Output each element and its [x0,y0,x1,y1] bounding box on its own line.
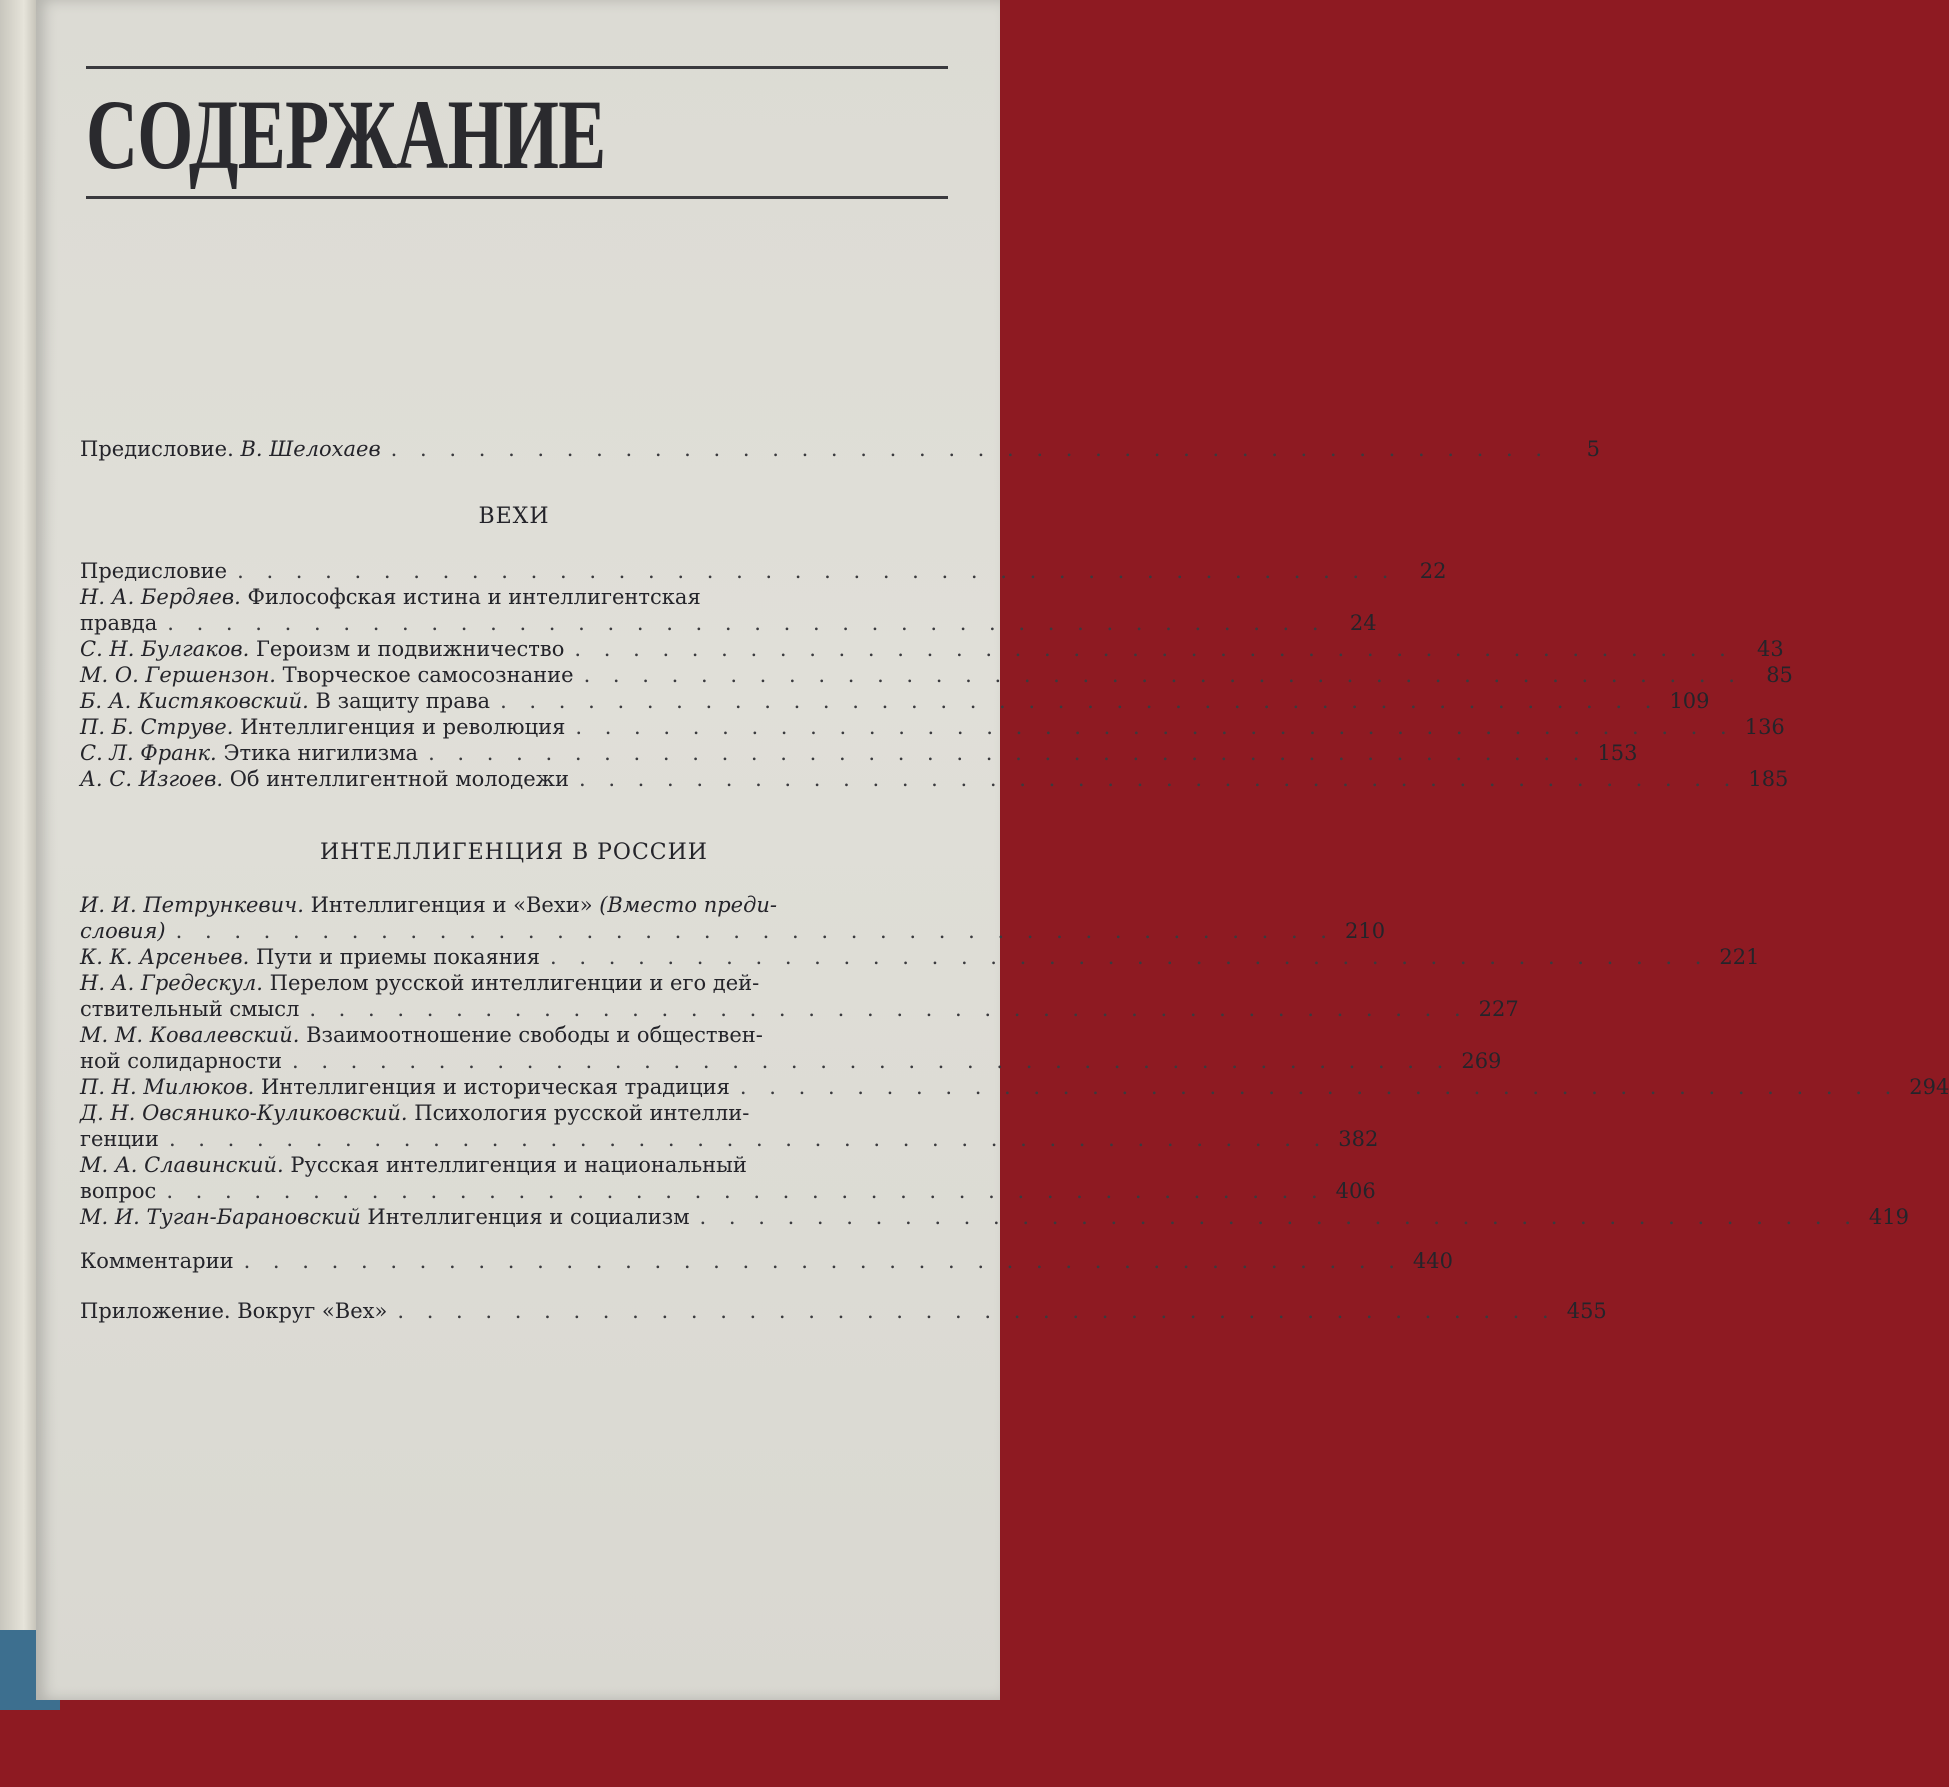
entry-title: Интеллигенция и революция [240,715,566,739]
entry-page: 24 [1349,611,1377,635]
entry-title-continued: генции [80,1127,159,1151]
entry-author: Н. А. Гредескул. [80,971,263,995]
toc-entry [80,558,1447,584]
entry-author: М. М. Ковалевский. [80,1023,300,1047]
leader-dots: . . . . . . . . . . . . . . . . . . . . . . . . . . . . . . . . . . . . . . . . [168,1127,1329,1151]
entry-page: 109 [1669,689,1710,713]
toc-commentary [80,1248,1454,1274]
entry-page: 153 [1597,741,1638,765]
toc-entry [80,1298,1607,1324]
section-heading-intelligentsia: ИНТЕЛЛИГЕНЦИЯ В РОССИИ [320,840,708,865]
entry-author: М. А. Славинский. [80,1153,284,1177]
entry-title: Этика нигилизма [223,741,419,765]
toc-entry [80,1074,1949,1100]
toc-section-intelligentsia [80,892,1949,1230]
toc-section-vekhi [80,558,1793,792]
entry-title: Об интеллигентной молодежи [229,767,569,791]
entry-title: Интеллигенция и социализм [367,1205,690,1229]
entry-title: В защиту права [315,689,491,713]
toc-entry-continued [80,1048,1502,1074]
toc-entry [80,1022,948,1048]
leader-dots: . . . . . . . . . . . . . . . . . . . . . . . . . . . . . . . . . . . . . . . . [500,689,1660,713]
entry-title: Взаимоотношение свободы и обществен- [306,1023,763,1047]
toc-entry [80,892,948,918]
entry-page: 210 [1344,919,1386,943]
toc-entry [80,740,1638,766]
entry-author: Д. Н. Овсянико-Куликовский. [80,1101,408,1125]
entry-page: 221 [1719,945,1760,969]
title-rule-top [86,66,948,69]
toc-entry [80,636,1784,662]
entry-page: 85 [1766,663,1793,687]
leader-dots: . . . . . . . . . . . . . . . . . . . . . . . . . . . . . . . . . . . . . . . . [243,1249,1403,1273]
leader-dots: . . . . . . . . . . . . . . . . . . . . . . . . . . . . . . . . . . . . . . . . [167,611,1327,635]
entry-title: Героизм и подвижничество [255,637,565,661]
entry-title-continued: ной солидарности [80,1049,282,1073]
leader-dots: . . . . . . . . . . . . . . . . . . . . . . . . . . . . . . . . . . . . . . . . [575,715,1735,739]
entry-label: Предисловие. [80,437,234,461]
toc-preface [80,436,1601,462]
entry-title: Психология русской интелли- [414,1101,750,1125]
entry-author: П. Б. Струве. [80,715,234,739]
leader-dots: . . . . . . . . . . . . . . . . . . . . . . . . . . . . . . . . . . . . . . . . [574,637,1734,661]
leader-dots: . . . . . . . . . . . . . . . . . . . . . . . . . . . . . . . . . . . . . . . . [390,437,1551,461]
toc-entry [80,1100,948,1126]
entry-title: Творческое самосознание [282,663,574,687]
entry-author: К. К. Арсеньев. [80,945,250,969]
toc-entry [80,766,1789,792]
toc-entry-continued [80,1178,1376,1204]
entry-page: 227 [1478,997,1519,1021]
entry-page: 440 [1412,1249,1454,1273]
entry-page: 269 [1461,1049,1502,1073]
toc-entry [80,436,1601,462]
leader-dots: . . . . . . . . . . . . . . . . . . . . . . . . . . . . . . . . . . . . . . . . [291,1049,1452,1073]
entry-label: Комментарии [80,1249,234,1273]
book-page [36,0,1949,1700]
page-title: СОДЕРЖАНИЕ [86,79,606,190]
entry-page: 406 [1335,1179,1376,1203]
entry-title-continued: ствительный смысл [80,997,300,1021]
entry-author: С. Л. Франк. [80,741,217,765]
toc-entry [80,662,1793,688]
entry-page: 43 [1757,637,1784,661]
toc-entry [80,584,948,610]
entry-title-continued: правда [80,611,158,635]
toc-entry-continued [80,918,1386,944]
leader-dots: . . . . . . . . . . . . . . . . . . . . . . . . . . . . . . . . . . . . . . . . [578,767,1739,791]
toc-entry-continued [80,1126,1379,1152]
toc-entry [80,970,948,996]
entry-author: С. Н. Булгаков. [80,637,250,661]
entry-title: Интеллигенция и историческая традиция [260,1075,730,1099]
entry-author: Б. А. Кистяковский. [80,689,309,713]
entry-author: В. Шелохаев [240,437,381,461]
toc-entry [80,1204,1909,1230]
entry-author: Н. А. Бердяев. [80,585,241,609]
leader-dots: . . . . . . . . . . . . . . . . . . . . . . . . . . . . . . . . . . . . . . . . [583,663,1743,687]
leader-dots: . . . . . . . . . . . . . . . . . . . . . . . . . . . . . . . . . . . . . . . . [166,1179,1326,1203]
entry-author: П. Н. Милюков. [80,1075,255,1099]
entry-title: Философская истина и интеллигентская [247,585,701,609]
entry-page: 185 [1748,767,1789,791]
toc-appendix [80,1298,1607,1324]
toc-entry [80,714,1785,740]
leader-dots: . . . . . . . . . . . . . . . . . . . . . . . . . . . . . . . . . . . . . . . . [428,741,1588,765]
entry-label: Приложение. Вокруг «Вех» [80,1299,388,1323]
toc-entry [80,944,1760,970]
toc-entry-continued [80,996,1519,1022]
toc-entry-continued [80,610,1377,636]
entry-page: 5 [1586,437,1601,461]
entry-title-continued: словия) [80,919,166,943]
entry-title: Пути и приемы покаяния [256,945,541,969]
entry-title: Предисловие [80,559,228,583]
entry-title-italic: (Вместо преди- [599,893,778,917]
toc-entry [80,1248,1454,1274]
entry-author: И. И. Петрункевич. [80,893,304,917]
leader-dots: . . . . . . . . . . . . . . . . . . . . . . . . . . . . . . . . . . . . . . . . [397,1299,1557,1323]
leader-dots: . . . . . . . . . . . . . . . . . . . . . . . . . . . . . . . . . . . . . . . . [699,1205,1859,1229]
leader-dots: . . . . . . . . . . . . . . . . . . . . . . . . . . . . . . . . . . . . . . . . [550,945,1710,969]
entry-title-continued: вопрос [80,1179,157,1203]
leader-dots: . . . . . . . . . . . . . . . . . . . . . . . . . . . . . . . . . . . . . . . . [237,559,1397,583]
section-heading-vekhi: ВЕХИ [478,504,550,529]
leader-dots: . . . . . . . . . . . . . . . . . . . . . . . . . . . . . . . . . . . . . . . . [739,1075,1900,1099]
leader-dots: . . . . . . . . . . . . . . . . . . . . . . . . . . . . . . . . . . . . . . . . [175,919,1335,943]
entry-page: 382 [1338,1127,1379,1151]
toc-entry [80,1152,948,1178]
entry-page: 136 [1744,715,1785,739]
toc-entry [80,688,1710,714]
entry-author: А. С. Изгоев. [80,767,224,791]
leader-dots: . . . . . . . . . . . . . . . . . . . . . . . . . . . . . . . . . . . . . . . . [309,997,1469,1021]
title-rule-bottom [86,196,948,199]
entry-page: 294 [1909,1075,1949,1099]
entry-title: Перелом русской интеллигенции и его дей- [269,971,760,995]
entry-title: Русская интеллигенция и национальный [290,1153,747,1177]
entry-author: М. И. Туган-Барановский [80,1205,361,1229]
entry-page: 419 [1868,1205,1909,1229]
entry-title: Интеллигенция и «Вехи» [310,893,593,917]
book-spine-edge [0,0,40,1710]
entry-page: 455 [1566,1299,1607,1323]
entry-author: М. О. Гершензон. [80,663,276,687]
entry-page: 22 [1419,559,1447,583]
